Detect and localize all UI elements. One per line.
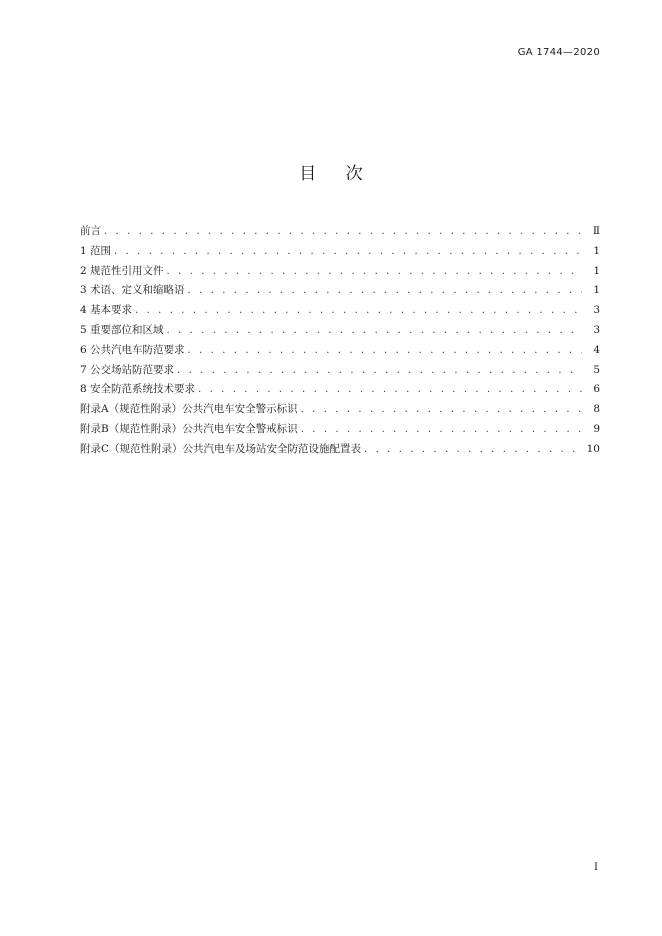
toc-entry-page: 3 xyxy=(593,323,600,336)
toc-entry[interactable] xyxy=(80,281,600,301)
toc-leader-dots xyxy=(188,281,582,301)
toc-entry-label: 6 公共汽电车防范要求 xyxy=(80,343,185,356)
toc-leader-dots xyxy=(364,440,582,460)
toc-entry-label: 附录C（规范性附录）公共汽电车及场站安全防范设施配置表 xyxy=(80,442,362,455)
page-number: I xyxy=(594,862,598,873)
toc-leader-dots xyxy=(114,242,582,262)
toc-leader-dots xyxy=(135,301,582,321)
toc-entry-label: 7 公交场站防范要求 xyxy=(80,363,175,376)
toc-entry[interactable] xyxy=(80,321,600,341)
toc-entry-label: 3 术语、定义和缩略语 xyxy=(80,284,185,297)
toc-leader-dots xyxy=(301,420,582,440)
toc-list xyxy=(80,222,600,460)
toc-entry[interactable] xyxy=(80,380,600,400)
toc-entry-label: 前言 xyxy=(80,225,101,237)
toc-entry-label: 5 重要部位和区域 xyxy=(80,323,164,336)
toc-entry-page: 4 xyxy=(593,343,600,356)
toc-entry[interactable] xyxy=(80,361,600,381)
toc-entry-page: 1 xyxy=(593,284,600,297)
toc-entry[interactable] xyxy=(80,222,600,242)
toc-entry-label: 4 基本要求 xyxy=(80,304,133,317)
toc-title: 目 次 xyxy=(299,164,375,184)
toc-entry[interactable] xyxy=(80,262,600,282)
toc-entry-label: 8 安全防范系统技术要求 xyxy=(80,383,196,396)
toc-entry[interactable] xyxy=(80,301,600,321)
toc-entry-page: 6 xyxy=(593,383,600,396)
toc-entry-label: 附录A（规范性附录）公共汽电车安全警示标识 xyxy=(80,403,298,416)
toc-entry[interactable] xyxy=(80,242,600,262)
toc-leader-dots xyxy=(104,222,582,242)
toc-entry-label: 附录B（规范性附录）公共汽电车安全警戒标识 xyxy=(80,422,298,435)
toc-entry-page: 1 xyxy=(593,264,600,277)
toc-leader-dots xyxy=(167,321,582,341)
toc-leader-dots xyxy=(301,400,582,420)
toc-entry-label: 1 范围 xyxy=(80,244,112,257)
toc-entry-label: 2 规范性引用文件 xyxy=(80,264,164,277)
toc-entry-page: 5 xyxy=(593,363,600,376)
toc-entry-page: 10 xyxy=(586,442,600,455)
toc-entry[interactable] xyxy=(80,400,600,420)
toc-leader-dots xyxy=(188,341,582,361)
standard-code: GA 1744—2020 xyxy=(517,47,600,58)
toc-entry-page: Ⅱ xyxy=(592,225,600,237)
toc-entry[interactable] xyxy=(80,440,600,460)
toc-leader-dots xyxy=(198,380,582,400)
toc-entry[interactable] xyxy=(80,341,600,361)
toc-entry-page: 8 xyxy=(593,403,600,416)
toc-entry-page: 3 xyxy=(593,304,600,317)
toc-entry-page: 1 xyxy=(593,244,600,257)
toc-entry[interactable] xyxy=(80,420,600,440)
toc-leader-dots xyxy=(167,262,582,282)
toc-entry-page: 9 xyxy=(593,422,600,435)
toc-leader-dots xyxy=(177,361,582,381)
